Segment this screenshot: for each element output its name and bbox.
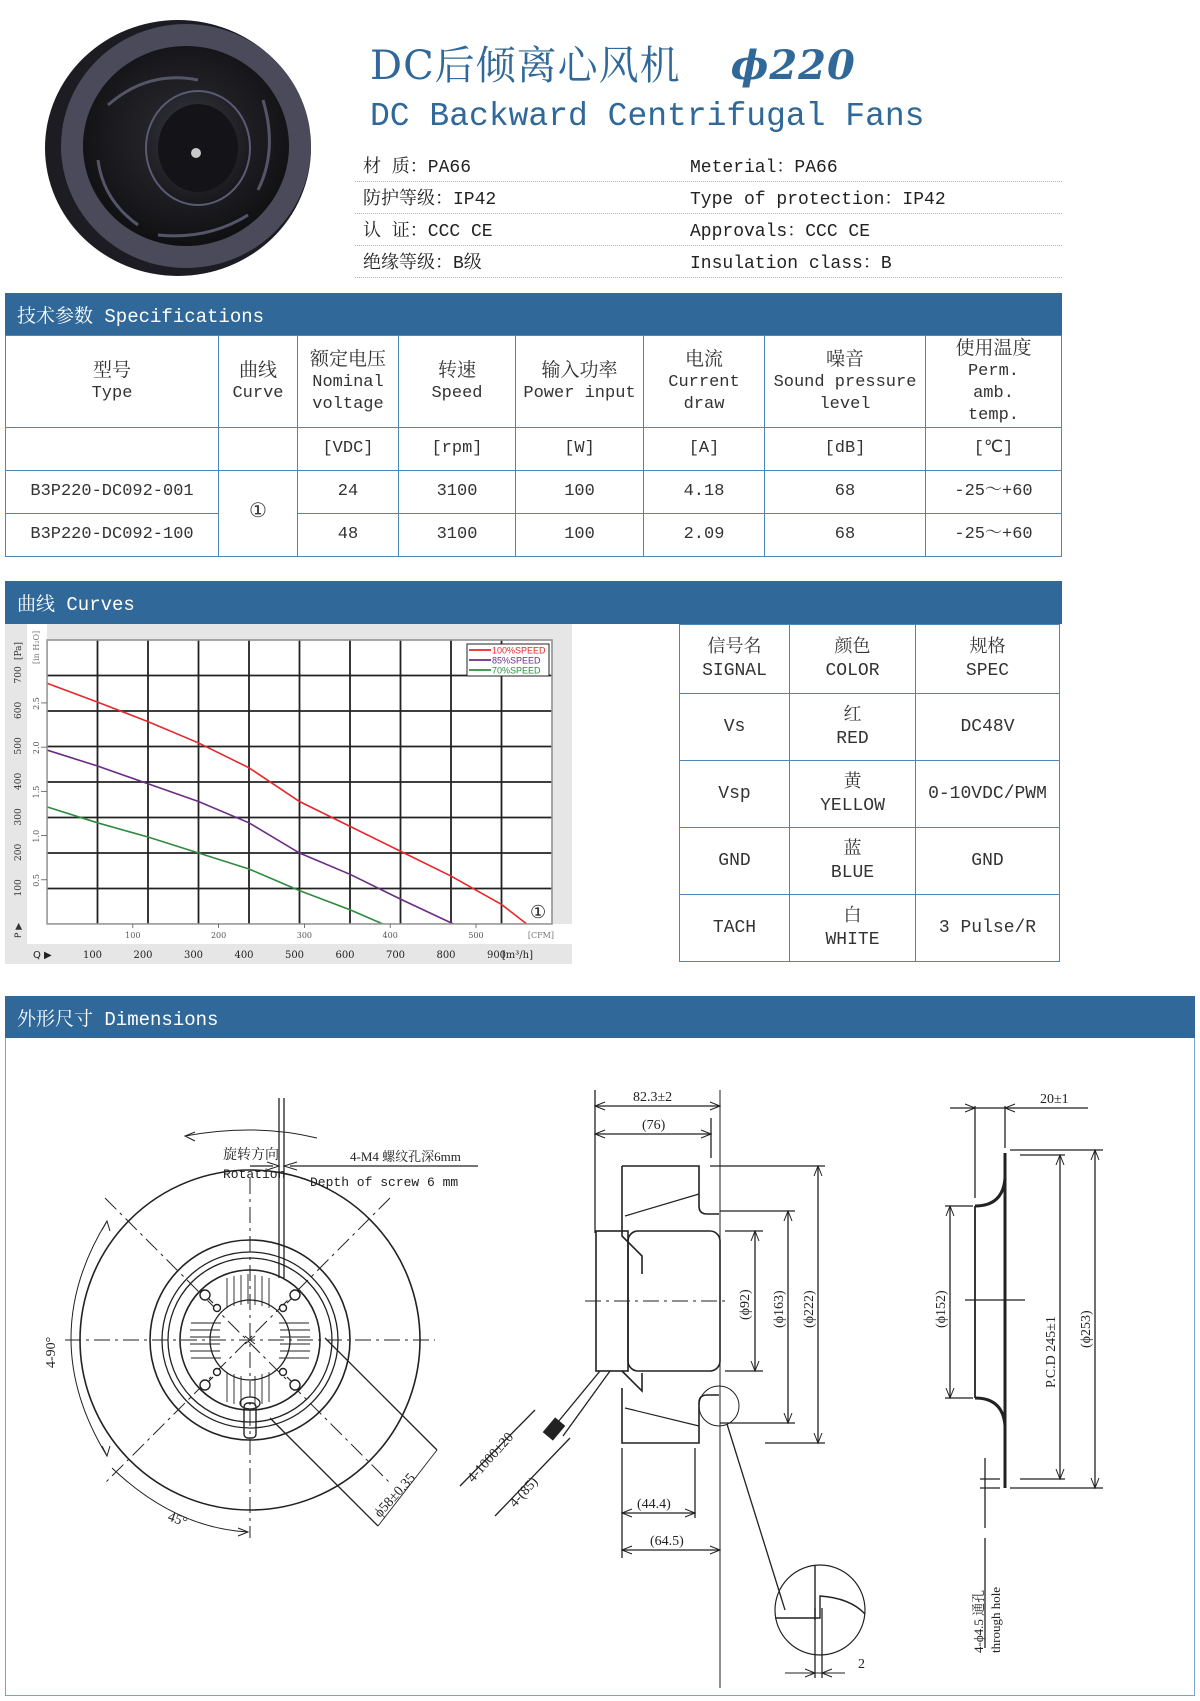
y-tick-label: 100 <box>14 879 24 897</box>
legend-label: 85%SPEED <box>492 655 541 666</box>
y2-tick-label: 0.5 <box>32 874 41 887</box>
cell-voltage: 48 <box>298 513 399 556</box>
property-en: Insulation class：B <box>690 254 892 274</box>
cell-color: 红 RED <box>790 694 916 761</box>
unit-cell: [W] <box>516 427 644 470</box>
y-tick-label: 500 <box>14 737 24 755</box>
rotation-label-en: Rotation <box>223 1167 286 1182</box>
inlet-ring-view <box>945 1104 1103 1648</box>
signal-table <box>679 624 1060 962</box>
x-tick-label: 100 <box>82 950 103 961</box>
cell-temp: -25～+60 <box>926 513 1062 556</box>
y-tick-label: 200 <box>14 843 24 861</box>
x-tick-label: 300 <box>183 950 204 961</box>
unit-cell: [A] <box>644 427 765 470</box>
screw-label-en: Depth of screw 6 mm <box>310 1175 459 1190</box>
y-tick-label: 700 <box>14 666 24 684</box>
cell-type: B3P220-DC092-001 <box>6 470 219 513</box>
y2-tick-label: 2.5 <box>32 697 41 710</box>
gap-label: 2 <box>858 1657 865 1672</box>
header-speed: 转速 Speed <box>399 336 516 428</box>
property-row <box>355 182 1062 214</box>
curves-band: 曲线 Curves <box>5 581 1062 624</box>
fan-photo <box>38 10 318 280</box>
x-tick-label: 800 <box>436 950 456 961</box>
performance-chart <box>5 624 572 964</box>
unit-cell: [dB] <box>765 427 926 470</box>
title-size: ϕ220 <box>730 42 856 89</box>
x-tick-label: 400 <box>234 950 254 961</box>
header-temp: 使用温度 Perm. amb. temp. <box>926 336 1062 428</box>
header-voltage: 额定电压 Nominal voltage <box>298 336 399 428</box>
title-cn: DC后倾离心风机 <box>370 43 681 89</box>
cell-spec: GND <box>916 828 1060 895</box>
x-axis-label: Q ▶ <box>33 950 52 961</box>
depth-645-label: (64.5) <box>650 1534 684 1549</box>
property-row <box>355 246 1062 278</box>
cell-spec: 0-10VDC/PWM <box>916 761 1060 828</box>
cell-color: 黄 YELLOW <box>790 761 916 828</box>
diameter-163-label: (ϕ163) <box>772 1290 787 1328</box>
header-signal: 信号名 SIGNAL <box>680 625 790 694</box>
page-title <box>370 34 856 91</box>
x2-tick-label: 300 <box>296 931 313 940</box>
cell-voltage: 24 <box>298 470 399 513</box>
angle-45-label: 45° <box>165 1509 190 1531</box>
diameter-222-label: (ϕ222) <box>802 1290 817 1328</box>
y2-axis-band <box>27 624 47 944</box>
screw-label-cn: 4-M4 螺纹孔深6mm <box>350 1149 461 1164</box>
x2-tick-label: 100 <box>125 931 141 940</box>
x2-tick-label: 400 <box>382 931 398 940</box>
diameter-253-label: (ϕ253) <box>1079 1310 1094 1348</box>
depth-8230-label: 82.3±2 <box>633 1090 673 1105</box>
cell-current: 2.09 <box>644 513 765 556</box>
legend-label: 70%SPEED <box>492 665 541 676</box>
cell-power: 100 <box>516 470 644 513</box>
specifications-table <box>5 335 1062 557</box>
y2-tick-label: 2.0 <box>32 741 41 755</box>
property-row <box>355 150 1062 182</box>
table-row <box>6 513 1062 556</box>
cell-color: 蓝 BLUE <box>790 828 916 895</box>
cell-power: 100 <box>516 513 644 556</box>
cell-signal: GND <box>680 828 790 895</box>
cell-color: 白 WHITE <box>790 895 916 962</box>
cell-signal: Vs <box>680 694 790 761</box>
y-axis-label: P ▶ <box>14 922 24 938</box>
diameter-152-label: (ϕ152) <box>934 1290 949 1328</box>
y-tick-label: 300 <box>14 808 24 826</box>
table-row <box>680 694 1060 761</box>
header-power: 输入功率 Power input <box>516 336 644 428</box>
cell-temp: -25～+60 <box>926 470 1062 513</box>
cell-signal: Vsp <box>680 761 790 828</box>
cell-signal: TACH <box>680 895 790 962</box>
x2-tick-label: 200 <box>210 931 227 940</box>
x2-tick-label: 500 <box>468 931 484 940</box>
x-tick-label: 200 <box>133 950 153 961</box>
cell-noise: 68 <box>765 470 926 513</box>
angle-4x90-label: 4-90° <box>44 1336 59 1368</box>
property-en: Meterial：PA66 <box>690 158 838 178</box>
depth-76-label: (76) <box>642 1118 666 1133</box>
header-curve: 曲线 Curve <box>219 336 298 428</box>
y-unit-label: [Pa] <box>14 641 24 660</box>
table-row <box>680 761 1060 828</box>
unit-cell: [℃] <box>926 427 1062 470</box>
spec-header-row <box>6 336 1062 428</box>
x-unit-label: [m³/h] <box>501 950 533 961</box>
ring-height-label: 20±1 <box>1040 1092 1069 1107</box>
pcd245-label: P.C.D 245±1 <box>1044 1316 1059 1388</box>
property-row <box>355 214 1062 246</box>
unit-cell <box>6 427 219 470</box>
x-tick-label: 600 <box>335 950 355 961</box>
specifications-band: 技术参数 Specifications <box>5 293 1062 335</box>
y2-tick-label: 1.5 <box>32 785 41 799</box>
cell-type: B3P220-DC092-100 <box>6 513 219 556</box>
signal-header-row <box>680 625 1060 694</box>
cell-noise: 68 <box>765 513 926 556</box>
table-row <box>680 895 1060 962</box>
header-current: 电流 Current draw <box>644 336 765 428</box>
header-color: 颜色 COLOR <box>790 625 916 694</box>
property-en: Approvals：CCC CE <box>690 222 871 242</box>
property-cn: 绝缘等级：B级 <box>363 254 482 274</box>
dimension-drawings <box>5 1038 1195 1696</box>
table-row <box>6 470 1062 513</box>
depth-444-label: (44.4) <box>637 1497 671 1512</box>
cell-spec: 3 Pulse/R <box>916 895 1060 962</box>
y2-tick-label: 1.0 <box>32 829 41 843</box>
diameter-92-label: (ϕ92) <box>738 1289 753 1320</box>
spec-units-row <box>6 427 1062 470</box>
table-row <box>680 828 1060 895</box>
pcd58-label: ϕ58±0.35 <box>371 1470 419 1521</box>
strip-length-label: 4-(85) <box>506 1474 542 1511</box>
unit-cell: [rpm] <box>399 427 516 470</box>
property-en: Type of protection：IP42 <box>690 190 946 210</box>
y-tick-label: 600 <box>14 701 24 719</box>
x-tick-label: 900 <box>486 950 507 961</box>
cell-speed: 3100 <box>399 513 516 556</box>
x2-unit-label: [CFM] <box>527 931 554 940</box>
hole-label-cn: 4-ϕ4.5 通孔 <box>971 1589 986 1653</box>
hole-label-en: through hole <box>988 1586 1003 1653</box>
page-subtitle: DC Backward Centrifugal Fans <box>370 98 925 135</box>
property-cn: 材 质：PA66 <box>363 158 472 178</box>
dimensions-band: 外形尺寸 Dimensions <box>5 996 1195 1038</box>
cell-speed: 3100 <box>399 470 516 513</box>
cable-length-label: 4-1000±20 <box>464 1430 518 1486</box>
unit-cell <box>219 427 298 470</box>
y-tick-label: 400 <box>14 772 24 790</box>
unit-cell: [VDC] <box>298 427 399 470</box>
cell-spec: DC48V <box>916 694 1060 761</box>
rotation-label-cn: 旋转方向 <box>223 1148 279 1163</box>
header-type: 型号 Type <box>6 336 219 428</box>
cell-curve: ① <box>219 470 298 556</box>
property-cn: 防护等级：IP42 <box>363 190 497 210</box>
front-view <box>65 1098 478 1538</box>
properties-list <box>355 150 1062 278</box>
cell-current: 4.18 <box>644 470 765 513</box>
x-tick-label: 700 <box>385 950 406 961</box>
side-view <box>460 1090 865 1688</box>
x-tick-label: 500 <box>284 950 305 961</box>
header-spec: 规格 SPEC <box>916 625 1060 694</box>
y2-unit-label: [in H₂O] <box>32 630 41 664</box>
header-noise: 噪音 Sound pressure level <box>765 336 926 428</box>
property-cn: 认 证：CCC CE <box>363 222 493 242</box>
legend-label: 100%SPEED <box>492 645 546 656</box>
curve-marker: ① <box>530 902 547 923</box>
